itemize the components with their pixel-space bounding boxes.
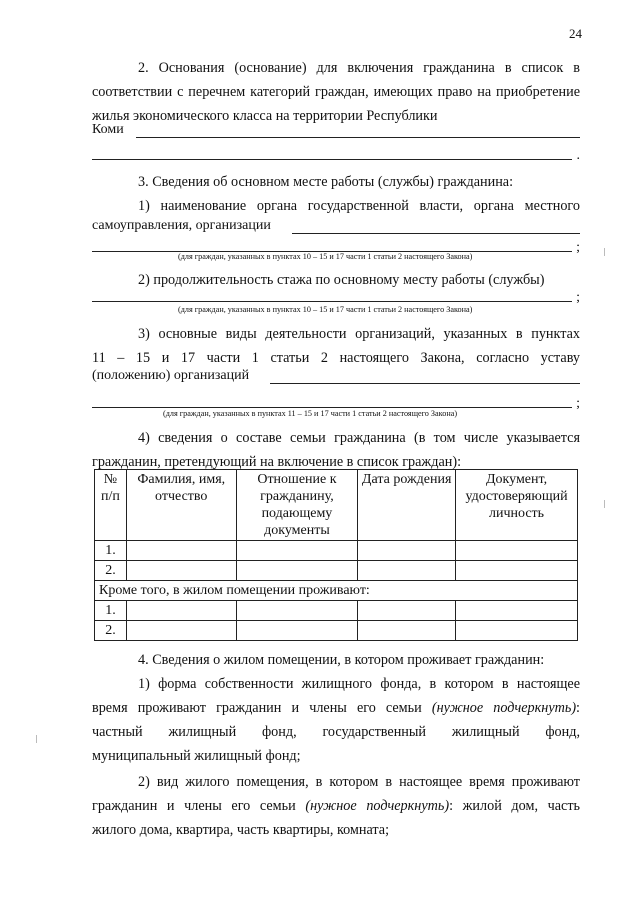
section-4-heading: 4. Сведения о жилом помещении, в котором проживает гражданин: xyxy=(138,652,545,668)
section-4-item-2-text: 2) вид жилого помещения, в котором в настоящее время проживают гражданин и члены его семьи xyxy=(92,774,580,814)
table-header-row xyxy=(95,470,578,541)
section-3-item-2-semicolon: ; xyxy=(576,290,580,305)
section-2-fill-row-2 xyxy=(92,144,580,164)
section-4-item-1-text: 1) форма собственности жилищного фонда, в котором в настоящее время проживают гражданин и члены его семьи xyxy=(92,676,580,716)
table-cell[interactable] xyxy=(358,561,456,581)
section-3-caption-3: (для граждан, указанных в пунктах 11 – 15 и 17 части 1 статьи 2 настоящего Закона) xyxy=(163,409,458,418)
section-3-item-3-fill-line-2[interactable] xyxy=(92,407,572,408)
header-birth-date: Дата рождения xyxy=(358,470,456,541)
table-cell[interactable] xyxy=(126,621,236,641)
section-3-item-3-line-1: 3) основные виды деятельности организаций, указанных в пунктах xyxy=(138,326,580,342)
row-number: 1. xyxy=(95,601,127,621)
table-cell[interactable] xyxy=(456,621,578,641)
section-2-fill-line[interactable] xyxy=(136,137,580,138)
header-full-name: Фамилия, имя, отчество xyxy=(126,470,236,541)
table-row xyxy=(95,601,578,621)
header-number: № п/п xyxy=(95,470,127,541)
section-4-item-2-options: : жилой дом, часть xyxy=(449,798,581,814)
section-2-fill-row xyxy=(92,122,580,142)
table-cell[interactable] xyxy=(236,601,358,621)
section-3-item-2: 2) продолжительность стажа по основному месту работы (службы) xyxy=(138,272,545,288)
page-number: 24 xyxy=(569,26,582,41)
section-2-last-word: Коми xyxy=(92,122,124,137)
section-4-item-2 xyxy=(92,770,580,818)
section-3-heading: 3. Сведения об основном месте работы (службы) гражданина: xyxy=(138,174,514,190)
table-row xyxy=(95,621,578,641)
section-3-item-3-semicolon: ; xyxy=(576,396,580,411)
table-cell[interactable] xyxy=(456,541,578,561)
scan-mark xyxy=(604,248,605,256)
table-cell[interactable] xyxy=(126,561,236,581)
table-merged-row xyxy=(95,581,578,601)
table-cell[interactable] xyxy=(358,541,456,561)
family-members-table xyxy=(94,469,578,641)
section-4-item-1 xyxy=(92,672,580,744)
section-4-item-1-hint: (нужное подчеркнуть) xyxy=(431,700,577,716)
section-2-end-mark: . xyxy=(576,148,580,163)
section-3-item-1-tail: самоуправления, организации xyxy=(92,218,271,233)
table-cell[interactable] xyxy=(236,541,358,561)
scan-mark xyxy=(604,500,605,508)
section-4-item-2-hint: (нужное подчеркнуть) xyxy=(305,798,450,814)
section-3-item-3-line-2: 11 – 15 и 17 части 1 статьи 2 настоящего Закона, согласно уставу xyxy=(92,350,580,366)
table-cell[interactable] xyxy=(236,561,358,581)
section-3-caption-2: (для граждан, указанных в пунктах 10 – 15 и 17 части 1 статьи 2 настоящего Закона) xyxy=(178,305,473,314)
table-row xyxy=(95,561,578,581)
header-identity-document: Документ, удостоверяющий личность xyxy=(456,470,578,541)
section-3-item-2-fill-line[interactable] xyxy=(92,301,572,302)
section-3-item-2-row xyxy=(92,286,580,306)
section-4-item-2-end: жилого дома, квартира, часть квартиры, комната; xyxy=(92,822,390,838)
section-3-item-4: 4) сведения о составе семьи гражданина (в том числе указывается гражданин, претендующий на включение в список граждан): xyxy=(92,430,580,470)
row-number: 2. xyxy=(95,561,127,581)
row-number: 1. xyxy=(95,541,127,561)
section-3-item-3-row xyxy=(92,368,580,390)
table-cell[interactable] xyxy=(358,621,456,641)
section-2-fill-line-2[interactable] xyxy=(92,159,572,160)
section-3-item-1-fill-line[interactable] xyxy=(292,233,580,234)
section-3-caption-1: (для граждан, указанных в пунктах 10 – 15 и 17 части 1 статьи 2 настоящего Закона) xyxy=(178,252,473,261)
table-cell[interactable] xyxy=(456,561,578,581)
table-cell[interactable] xyxy=(358,601,456,621)
section-3-item-1: 1) наименование органа государственной власти, органа местного xyxy=(138,198,580,214)
section-3-item-1-semicolon: ; xyxy=(576,240,580,255)
row-number: 2. xyxy=(95,621,127,641)
section-4-item-1-options: : частный жилищный фонд, государственный жилищный фонд, xyxy=(92,700,580,740)
table-row xyxy=(95,541,578,561)
scan-mark xyxy=(36,735,37,743)
section-3-item-3-fill-line[interactable] xyxy=(270,383,580,384)
section-4-item-1-end: муниципальный жилищный фонд; xyxy=(92,748,301,764)
header-relation: Отношение к гражданину, подающему документы xyxy=(236,470,358,541)
section-2-text: 2. Основания (основание) для включения гражданина в список в соответствии с перечнем категорий граждан, имеющих право на приобретение жилья экономического класса на территории Республики xyxy=(92,60,580,124)
table-cell[interactable] xyxy=(126,541,236,561)
table-cell[interactable] xyxy=(126,601,236,621)
table-cell[interactable] xyxy=(456,601,578,621)
section-3-item-3-tail: (положению) организаций xyxy=(92,368,250,383)
also-living-label: Кроме того, в жилом помещении проживают: xyxy=(95,581,578,601)
table-cell[interactable] xyxy=(236,621,358,641)
